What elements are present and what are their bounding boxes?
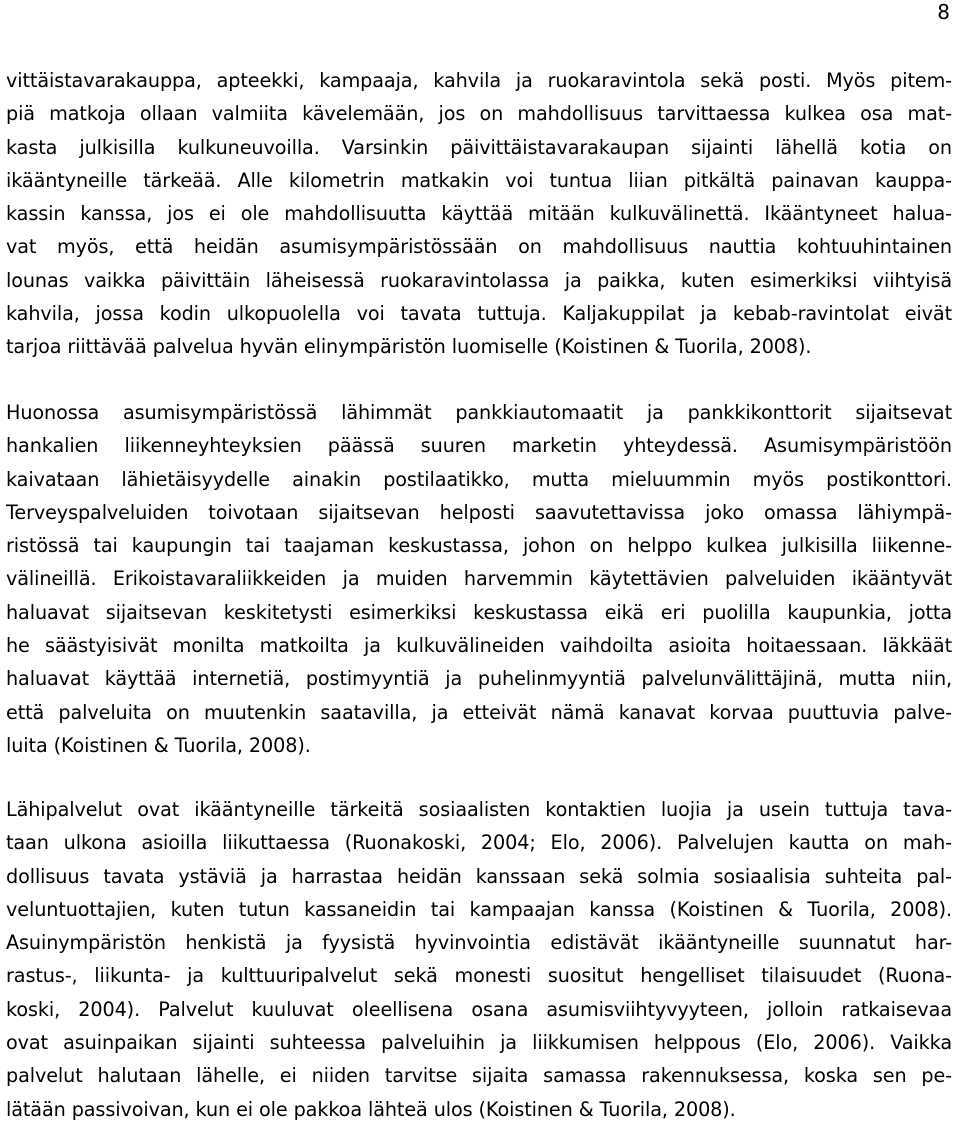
text-line: lounas vaikka päivittäin läheisessä ruokaravintolassa ja paikka, kuten esimerkiksi viihtyisä	[6, 268, 952, 292]
text-line: dollisuus tavata ystäviä ja harrastaa heidän kanssaan sekä solmia sosiaalisia suhteita pal-	[6, 864, 952, 888]
text-line: lätään passivoivan, kun ei ole pakkoa lähteä ulos (Koistinen & Tuorila, 2008).	[6, 1097, 736, 1121]
text-line: Lähipalvelut ovat ikääntyneille tärkeitä sosiaalisten kontaktien luojia ja usein tuttuja tava-	[6, 798, 952, 821]
text-line: palvelut halutaan lähelle, ei niiden tarvitse sijaita samassa rakennuksessa, koska sen pe-	[6, 1064, 952, 1088]
text-line: luita (Koistinen & Tuorila, 2008).	[6, 733, 311, 757]
text-line: kassin kanssa, jos ei ole mahdollisuutta käyttää mitään kulkuvälinettä. Ikääntyneet halua-	[6, 202, 952, 226]
text-line: ovat asuinpaikan sijainti suhteessa palveluihin ja liikkumisen helppous (Elo, 2006). Vaikka	[6, 1031, 952, 1055]
text-line: veluntuottajien, kuten tutun kassaneidin tai kampaajan kanssa (Koistinen & Tuorila, 2008).	[6, 897, 952, 921]
text-line: kahvila, jossa kodin ulkopuolella voi tavata tuttuja. Kaljakuppilat ja kebab-ravintolat eivät	[6, 302, 952, 326]
text-line: että palveluita on muutenkin saatavilla, ja etteivät nämä kanavat korvaa puuttuvia palve-	[6, 700, 952, 724]
text-line: vat myös, että heidän asumisympäristössään on mahdollisuus nauttia kohtuuhintainen	[6, 235, 952, 259]
text-line: välineillä. Erikoistavaraliikkeiden ja muiden harvemmin käytettävien palveluiden ikääntyvät	[6, 567, 952, 591]
text-line: ristössä tai kaupungin tai taajaman keskustassa, johon on helppo kulkea julkisilla liikenne-	[6, 534, 952, 558]
text-line: hankalien liikenneyhteyksien päässä suuren marketin yhteydessä. Asumisympäristöön	[6, 434, 952, 458]
text-line: koski, 2004). Palvelut kuuluvat oleellisena osana asumisviihtyvyyteen, jolloin ratkaisevaa	[6, 997, 952, 1021]
text-line: Asuinympäristön henkistä ja fyysistä hyvinvointia edistävät ikääntyneille suunnatut har-	[6, 931, 952, 955]
text-line: tarjoa riittävää palvelua hyvän elinympäristön luomiselle (Koistinen & Tuorila, 2008).	[6, 335, 812, 359]
text-line: kasta julkisilla kulkuneuvoilla. Varsinkin päivittäistavarakaupan sijainti lähellä kotia on	[6, 135, 952, 159]
text-line: Huonossa asumisympäristössä lähimmät pankkiautomaatit ja pankkikonttorit sijaitsevat	[6, 401, 952, 424]
paragraph-3	[6, 793, 952, 1126]
text-line: taan ulkona asioilla liikuttaessa (Ruonakoski, 2004; Elo, 2006). Palvelujen kautta on mah-	[6, 831, 952, 855]
page-number: 8	[937, 0, 950, 24]
paragraph-2	[6, 396, 952, 762]
text-line: he säästyisivät monilta matkoilta ja kulkuvälineiden vaihdoilta asioita hoitaessaan. Iäkkäät	[6, 634, 952, 658]
text-line: rastus-, liikunta- ja kulttuuripalvelut sekä monesti suositut hengelliset tilaisuudet (Ruona-	[6, 964, 952, 988]
text-line: haluavat sijaitsevan keskitetysti esimerkiksi keskustassa eikä eri puolilla kaupunkia, jotta	[6, 600, 952, 624]
text-line: haluavat käyttää internetiä, postimyyntiä ja puhelinmyyntiä palvelunvälittäjinä, mutta niin,	[6, 667, 952, 691]
text-line: kaivataan lähietäisyydelle ainakin postilaatikko, mutta mieluummin myös postikonttori.	[6, 467, 952, 491]
text-line: Terveyspalveluiden toivotaan sijaitsevan helposti saavutettavissa joko omassa lähiympä-	[6, 500, 952, 524]
paragraph-1	[6, 64, 952, 364]
text-line: piä matkoja ollaan valmiita kävelemään, jos on mahdollisuus tarvittaessa kulkea osa mat-	[6, 102, 952, 126]
text-line: ikääntyneille tärkeää. Alle kilometrin matkakin voi tuntua liian pitkältä painavan kauppa-	[6, 168, 952, 192]
text-line: vittäistavarakauppa, apteekki, kampaaja, kahvila ja ruokaravintola sekä posti. Myös pitem-	[6, 69, 952, 92]
